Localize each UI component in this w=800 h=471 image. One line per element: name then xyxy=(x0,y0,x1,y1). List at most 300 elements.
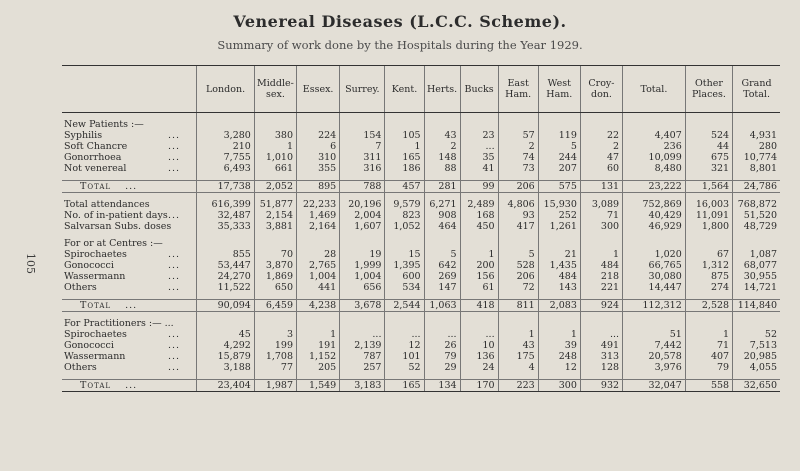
column-header: London. xyxy=(197,66,255,113)
column-header: East Ham. xyxy=(498,66,538,113)
value-cell: 52 xyxy=(733,329,780,340)
row-label-cell xyxy=(62,221,197,232)
value-cell: 417 xyxy=(498,221,538,232)
header-label-column xyxy=(62,66,197,113)
value-cell: 28 xyxy=(297,249,340,260)
leader-dots: ... xyxy=(168,271,181,282)
value-cell: 23,404 xyxy=(197,380,255,392)
value-cell: 407 xyxy=(685,351,732,362)
page-number: 105 xyxy=(24,253,37,274)
value-cell: 10,774 xyxy=(733,152,780,163)
value-cell: 4,238 xyxy=(297,300,340,312)
value-cell: 29 xyxy=(424,362,460,373)
value-cell: 875 xyxy=(685,271,732,282)
value-cell: 148 xyxy=(424,152,460,163)
value-cell: 128 xyxy=(580,362,622,373)
value-cell: 642 xyxy=(424,260,460,271)
value-cell: 3,678 xyxy=(340,300,385,312)
value-cell: 924 xyxy=(580,300,622,312)
value-cell: 2 xyxy=(424,141,460,152)
value-cell: ... xyxy=(580,329,622,340)
value-cell: 1,087 xyxy=(733,249,780,260)
value-cell: 156 xyxy=(460,271,498,282)
value-cell: 484 xyxy=(538,271,580,282)
value-cell: 88 xyxy=(424,163,460,174)
row-label-cell xyxy=(62,130,197,141)
value-cell: 1 xyxy=(498,329,538,340)
value-cell: 205 xyxy=(297,362,340,373)
value-cell: 932 xyxy=(580,380,622,392)
total-row xyxy=(62,380,780,392)
value-cell: 45 xyxy=(197,329,255,340)
value-cell: 73 xyxy=(498,163,538,174)
value-cell: 3,089 xyxy=(580,199,622,210)
leader-dots: ... xyxy=(168,282,181,293)
value-cell: 14,721 xyxy=(733,282,780,293)
value-cell: ... xyxy=(385,329,424,340)
value-cell: 3,188 xyxy=(197,362,255,373)
value-cell: 90,094 xyxy=(197,300,255,312)
column-header: West Ham. xyxy=(538,66,580,113)
section-heading-row xyxy=(62,318,780,329)
leader-dots: ... xyxy=(168,329,181,340)
row-label-cell xyxy=(62,282,197,293)
value-cell: 1 xyxy=(297,329,340,340)
row-label: Not venereal xyxy=(64,163,127,174)
value-cell: 7,513 xyxy=(733,340,780,351)
row-label: Spirochaetes xyxy=(64,329,127,340)
value-cell: 186 xyxy=(385,163,424,174)
leader-dots: ... xyxy=(168,340,181,351)
summary-table xyxy=(62,65,780,392)
value-cell: 30,080 xyxy=(623,271,686,282)
value-cell: ... xyxy=(460,329,498,340)
value-cell: 207 xyxy=(538,163,580,174)
row-label: Gonorrhoea xyxy=(64,152,122,163)
value-cell: 524 xyxy=(685,130,732,141)
leader-dots: ... xyxy=(168,362,181,373)
value-cell: 79 xyxy=(685,362,732,373)
value-cell: 57 xyxy=(498,130,538,141)
value-cell: 15,879 xyxy=(197,351,255,362)
value-cell: 4,292 xyxy=(197,340,255,351)
value-cell: 101 xyxy=(385,351,424,362)
value-cell: 48,729 xyxy=(733,221,780,232)
value-cell: 1,708 xyxy=(254,351,296,362)
value-cell: 67 xyxy=(685,249,732,260)
row-label-cell xyxy=(62,152,197,163)
value-cell: 60 xyxy=(580,163,622,174)
value-cell: 221 xyxy=(580,282,622,293)
page-subtitle: Summary of work done by the Hospitals during the Year 1929. xyxy=(217,38,583,52)
column-header: Croy-don. xyxy=(580,66,622,113)
value-cell: 165 xyxy=(385,380,424,392)
value-cell: 93 xyxy=(498,210,538,221)
value-cell: 105 xyxy=(385,130,424,141)
value-cell: 32,650 xyxy=(733,380,780,392)
value-cell: 558 xyxy=(685,380,732,392)
value-cell: 61 xyxy=(460,282,498,293)
row-label: Wassermann xyxy=(64,351,126,362)
value-cell: 752,869 xyxy=(623,199,686,210)
value-cell: 8,801 xyxy=(733,163,780,174)
row-label-cell xyxy=(62,329,197,340)
value-cell: 210 xyxy=(197,141,255,152)
value-cell: 3,976 xyxy=(623,362,686,373)
value-cell: 10,099 xyxy=(623,152,686,163)
value-cell: 30,955 xyxy=(733,271,780,282)
value-cell: 199 xyxy=(254,340,296,351)
leader-dots: ... xyxy=(125,380,138,391)
value-cell: 600 xyxy=(385,271,424,282)
value-cell: 223 xyxy=(498,380,538,392)
column-header: Essex. xyxy=(297,66,340,113)
leader-dots: ... xyxy=(168,260,181,271)
value-cell: 269 xyxy=(424,271,460,282)
value-cell: 1,999 xyxy=(340,260,385,271)
value-cell: 2,544 xyxy=(385,300,424,312)
value-cell: 191 xyxy=(297,340,340,351)
column-header: Bucks xyxy=(460,66,498,113)
table-row xyxy=(62,210,780,221)
value-cell: 457 xyxy=(385,181,424,193)
value-cell: 3 xyxy=(254,329,296,340)
value-cell: 491 xyxy=(580,340,622,351)
value-cell: 143 xyxy=(538,282,580,293)
value-cell: 310 xyxy=(297,152,340,163)
leader-dots: ... xyxy=(168,351,181,362)
value-cell: 1,549 xyxy=(297,380,340,392)
value-cell: 484 xyxy=(580,260,622,271)
value-cell: 2,004 xyxy=(340,210,385,221)
value-cell: 575 xyxy=(538,181,580,193)
column-header: Herts. xyxy=(424,66,460,113)
value-cell: 1,800 xyxy=(685,221,732,232)
table-row xyxy=(62,362,780,373)
value-cell: 70 xyxy=(254,249,296,260)
value-cell: 6,459 xyxy=(254,300,296,312)
value-cell: 441 xyxy=(297,282,340,293)
value-cell: 119 xyxy=(538,130,580,141)
table-row xyxy=(62,340,780,351)
table-row xyxy=(62,329,780,340)
value-cell: 1 xyxy=(385,141,424,152)
value-cell: 1,004 xyxy=(340,271,385,282)
value-cell: 2,164 xyxy=(297,221,340,232)
value-cell: 218 xyxy=(580,271,622,282)
value-cell: 1,607 xyxy=(340,221,385,232)
value-cell: 280 xyxy=(733,141,780,152)
value-cell: 2 xyxy=(580,141,622,152)
value-cell: 35,333 xyxy=(197,221,255,232)
value-cell: 7 xyxy=(340,141,385,152)
total-row xyxy=(62,181,780,193)
value-cell: 6,493 xyxy=(197,163,255,174)
value-cell: 1,987 xyxy=(254,380,296,392)
value-cell: 1,435 xyxy=(538,260,580,271)
value-cell: 51 xyxy=(623,329,686,340)
column-header: Total. xyxy=(623,66,686,113)
row-label-cell xyxy=(62,163,197,174)
value-cell: ... xyxy=(340,329,385,340)
value-cell: 5 xyxy=(538,141,580,152)
value-cell: 1,869 xyxy=(254,271,296,282)
value-cell: 168 xyxy=(460,210,498,221)
value-cell: 768,872 xyxy=(733,199,780,210)
table-row xyxy=(62,271,780,282)
value-cell: 136 xyxy=(460,351,498,362)
value-cell: 3,280 xyxy=(197,130,255,141)
value-cell: 23 xyxy=(460,130,498,141)
row-label: Total xyxy=(80,181,112,192)
value-cell: 661 xyxy=(254,163,296,174)
row-label-cell xyxy=(62,380,197,392)
value-cell: 43 xyxy=(498,340,538,351)
value-cell: 1 xyxy=(460,249,498,260)
value-cell: 15,930 xyxy=(538,199,580,210)
value-cell: 252 xyxy=(538,210,580,221)
value-cell: 787 xyxy=(340,351,385,362)
row-label-cell xyxy=(62,210,197,221)
value-cell: 17,738 xyxy=(197,181,255,193)
value-cell: 418 xyxy=(460,300,498,312)
value-cell: 10 xyxy=(460,340,498,351)
value-cell: 248 xyxy=(538,351,580,362)
row-label: Total attendances xyxy=(64,199,150,210)
value-cell: 11,522 xyxy=(197,282,255,293)
value-cell: 53,447 xyxy=(197,260,255,271)
value-cell: 1,004 xyxy=(297,271,340,282)
value-cell: 534 xyxy=(385,282,424,293)
value-cell: 12 xyxy=(538,362,580,373)
value-cell: 32,487 xyxy=(197,210,255,221)
value-cell: 74 xyxy=(498,152,538,163)
row-label-cell xyxy=(62,362,197,373)
row-label-cell xyxy=(62,141,197,152)
section-heading-row xyxy=(62,238,780,249)
value-cell: 257 xyxy=(340,362,385,373)
value-cell: 52 xyxy=(385,362,424,373)
value-cell: 154 xyxy=(340,130,385,141)
value-cell: 20,578 xyxy=(623,351,686,362)
value-cell: 24,786 xyxy=(733,181,780,193)
row-label: Soft Chancre xyxy=(64,141,128,152)
value-cell: 274 xyxy=(685,282,732,293)
value-cell: 206 xyxy=(498,181,538,193)
value-cell: ... xyxy=(424,329,460,340)
table-row xyxy=(62,282,780,293)
value-cell: 316 xyxy=(340,163,385,174)
value-cell: 2,154 xyxy=(254,210,296,221)
page-title: Venereal Diseases (L.C.C. Scheme). xyxy=(233,12,567,31)
value-cell: 77 xyxy=(254,362,296,373)
column-header: Other Places. xyxy=(685,66,732,113)
value-cell: 1,395 xyxy=(385,260,424,271)
value-cell: 3,183 xyxy=(340,380,385,392)
value-cell: 1 xyxy=(254,141,296,152)
value-cell: 11,091 xyxy=(685,210,732,221)
value-cell: 21 xyxy=(538,249,580,260)
value-cell: 5 xyxy=(424,249,460,260)
value-cell: 44 xyxy=(685,141,732,152)
column-header: Middle-sex. xyxy=(254,66,296,113)
value-cell: 39 xyxy=(538,340,580,351)
value-cell: 200 xyxy=(460,260,498,271)
value-cell: 79 xyxy=(424,351,460,362)
value-cell: 6 xyxy=(297,141,340,152)
value-cell: 51,520 xyxy=(733,210,780,221)
leader-dots: ... xyxy=(168,152,181,163)
leader-dots: ... xyxy=(168,249,181,260)
value-cell: 3,870 xyxy=(254,260,296,271)
value-cell: 7,755 xyxy=(197,152,255,163)
value-cell: 175 xyxy=(498,351,538,362)
column-header: Surrey. xyxy=(340,66,385,113)
value-cell: 2 xyxy=(498,141,538,152)
value-cell: 112,312 xyxy=(623,300,686,312)
table-row xyxy=(62,249,780,260)
value-cell: 114,840 xyxy=(733,300,780,312)
value-cell: 4 xyxy=(498,362,538,373)
value-cell: 19 xyxy=(340,249,385,260)
row-label-cell xyxy=(62,260,197,271)
section-heading: For or at Centres :— xyxy=(64,238,163,249)
row-label: Spirochaetes xyxy=(64,249,127,260)
value-cell: 244 xyxy=(538,152,580,163)
value-cell: 908 xyxy=(424,210,460,221)
value-cell: 1,469 xyxy=(297,210,340,221)
value-cell: 300 xyxy=(580,221,622,232)
value-cell: 300 xyxy=(538,380,580,392)
value-cell: 224 xyxy=(297,130,340,141)
value-cell: 236 xyxy=(623,141,686,152)
value-cell: 66,765 xyxy=(623,260,686,271)
value-cell: 206 xyxy=(498,271,538,282)
value-cell: 1,152 xyxy=(297,351,340,362)
column-header: Kent. xyxy=(385,66,424,113)
row-label-cell xyxy=(62,351,197,362)
value-cell: 1 xyxy=(538,329,580,340)
value-cell: 68,077 xyxy=(733,260,780,271)
leader-dots: ... xyxy=(125,300,138,311)
value-cell: 3,881 xyxy=(254,221,296,232)
value-cell: 4,806 xyxy=(498,199,538,210)
table-row xyxy=(62,260,780,271)
leader-dots: ... xyxy=(168,163,181,174)
value-cell: 616,399 xyxy=(197,199,255,210)
row-label-cell xyxy=(62,249,197,260)
value-cell: 656 xyxy=(340,282,385,293)
value-cell: 41 xyxy=(460,163,498,174)
table-row xyxy=(62,152,780,163)
value-cell: 47 xyxy=(580,152,622,163)
table-row xyxy=(62,130,780,141)
row-label: Gonococci xyxy=(64,260,114,271)
table-row xyxy=(62,221,780,232)
value-cell: 165 xyxy=(385,152,424,163)
value-cell: 811 xyxy=(498,300,538,312)
value-cell: 134 xyxy=(424,380,460,392)
row-label: Others xyxy=(64,362,97,373)
table-header-row xyxy=(62,66,780,113)
value-cell: 16,003 xyxy=(685,199,732,210)
value-cell: 24,270 xyxy=(197,271,255,282)
value-cell: 72 xyxy=(498,282,538,293)
value-cell: 15 xyxy=(385,249,424,260)
value-cell: 43 xyxy=(424,130,460,141)
value-cell: 355 xyxy=(297,163,340,174)
row-label: Total xyxy=(80,300,112,311)
value-cell: 1,063 xyxy=(424,300,460,312)
value-cell: 22 xyxy=(580,130,622,141)
value-cell: 855 xyxy=(197,249,255,260)
section-heading-row xyxy=(62,119,780,130)
table-row xyxy=(62,351,780,362)
value-cell: 4,407 xyxy=(623,130,686,141)
value-cell: 1 xyxy=(685,329,732,340)
row-label: Salvarsan Subs. doses xyxy=(64,221,172,232)
value-cell: ... xyxy=(460,141,498,152)
value-cell: 24 xyxy=(460,362,498,373)
section-heading: For Practitioners :— ... xyxy=(64,318,174,329)
value-cell: 311 xyxy=(340,152,385,163)
value-cell: 788 xyxy=(340,181,385,193)
value-cell: 2,083 xyxy=(538,300,580,312)
row-label: Syphilis xyxy=(64,130,103,141)
value-cell: 7,442 xyxy=(623,340,686,351)
value-cell: 1,010 xyxy=(254,152,296,163)
leader-dots: ... xyxy=(168,141,181,152)
value-cell: 131 xyxy=(580,181,622,193)
value-cell: 4,931 xyxy=(733,130,780,141)
value-cell: 450 xyxy=(460,221,498,232)
value-cell: 147 xyxy=(424,282,460,293)
section-heading: New Patients :— xyxy=(64,119,144,130)
value-cell: 12 xyxy=(385,340,424,351)
value-cell: 20,196 xyxy=(340,199,385,210)
value-cell: 313 xyxy=(580,351,622,362)
value-cell: 2,765 xyxy=(297,260,340,271)
value-cell: 895 xyxy=(297,181,340,193)
value-cell: 6,271 xyxy=(424,199,460,210)
value-cell: 1,020 xyxy=(623,249,686,260)
row-label: No. of in-patient days xyxy=(64,210,168,221)
row-label-cell xyxy=(62,181,197,193)
value-cell: 321 xyxy=(685,163,732,174)
value-cell: 2,139 xyxy=(340,340,385,351)
table-row xyxy=(62,163,780,174)
row-label-cell xyxy=(62,271,197,282)
value-cell: 1 xyxy=(580,249,622,260)
value-cell: 40,429 xyxy=(623,210,686,221)
value-cell: 528 xyxy=(498,260,538,271)
value-cell: 8,480 xyxy=(623,163,686,174)
value-cell: 380 xyxy=(254,130,296,141)
value-cell: 5 xyxy=(498,249,538,260)
value-cell: 1,052 xyxy=(385,221,424,232)
value-cell: 2,528 xyxy=(685,300,732,312)
row-label-cell xyxy=(62,300,197,312)
value-cell: 71 xyxy=(685,340,732,351)
value-cell: 51,877 xyxy=(254,199,296,210)
value-cell: 26 xyxy=(424,340,460,351)
value-cell: 20,985 xyxy=(733,351,780,362)
row-label-cell xyxy=(62,199,197,210)
value-cell: 2,052 xyxy=(254,181,296,193)
value-cell: 32,047 xyxy=(623,380,686,392)
value-cell: 170 xyxy=(460,380,498,392)
leader-dots: ... xyxy=(168,210,181,221)
